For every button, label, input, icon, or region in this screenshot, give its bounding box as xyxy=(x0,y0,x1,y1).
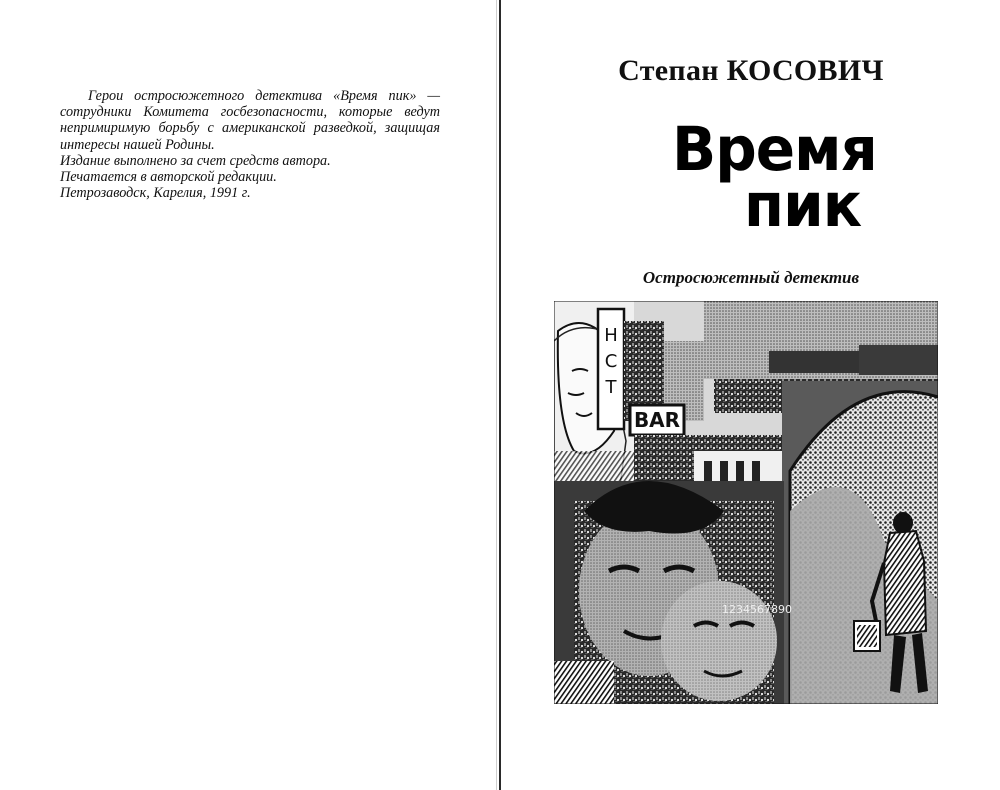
author-name: Степан КОСОВИЧ xyxy=(618,54,884,87)
book-title xyxy=(672,113,902,241)
hotel-sign-char-2: C xyxy=(604,351,618,372)
number-strip: 1234567890 xyxy=(722,603,792,616)
hotel-sign-char-3: T xyxy=(605,377,617,398)
annotation-paragraph: Герои остросюжетного детектива «Время пик» — сотрудники Комитета госбезопасности, которые ведут непримиримую борьбу с американской разведкой, защищая интересы нашей Родины. xyxy=(60,88,440,153)
place-year: Петрозаводск, Карелия, 1991 г. xyxy=(60,185,251,202)
bar-sign: BAR xyxy=(633,408,681,432)
annotation xyxy=(60,88,440,201)
genre-subtitle: Остросюжетный детектив xyxy=(642,268,860,287)
funding-note: Издание выполнено за счет средств автора. xyxy=(60,152,331,169)
collage-illustration xyxy=(554,301,938,704)
title-line-2: пик xyxy=(744,169,862,241)
hotel-sign-char-1: H xyxy=(604,325,618,346)
edition-note: Печатается в авторской редакции. xyxy=(60,169,277,186)
right-page xyxy=(502,0,1000,790)
title-line-1: Время xyxy=(672,113,877,185)
left-page xyxy=(0,0,498,790)
cover-illustration xyxy=(554,301,938,704)
page-gutter xyxy=(499,0,501,790)
